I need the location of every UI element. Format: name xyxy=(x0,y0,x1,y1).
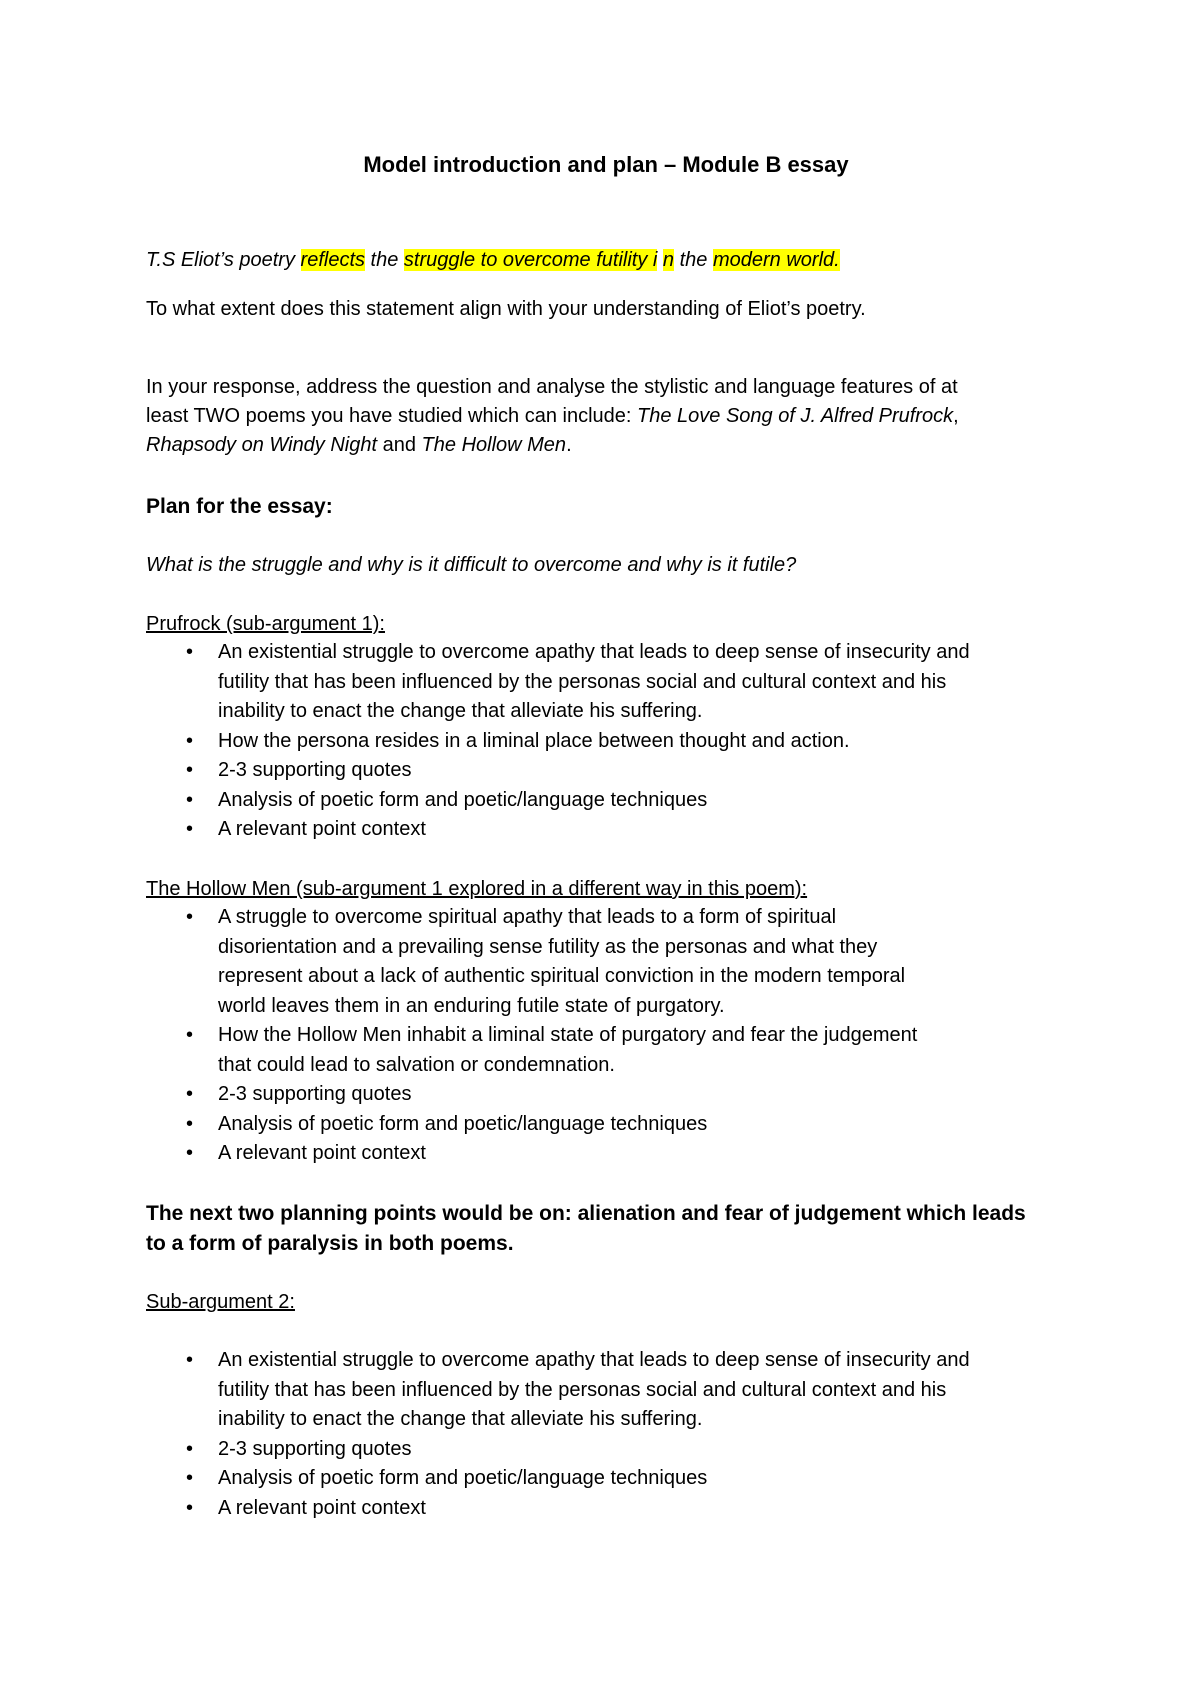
bullet-list-prufrock xyxy=(146,638,970,845)
list-item: • 2-3 supporting quotes xyxy=(146,1435,970,1465)
bullet-icon: • xyxy=(186,641,194,663)
list-item: that could lead to salvation or condemnation. xyxy=(218,1053,615,1076)
next-points-line2: to a form of paralysis in both poems. xyxy=(146,1232,514,1255)
response-line1: In your response, address the question and analyse the stylistic and language features of at xyxy=(146,376,958,398)
response-line3: Rhapsody on Windy Night and The Hollow Men. xyxy=(146,434,572,456)
bullet-icon: • xyxy=(186,788,194,811)
list-item: futility that has been influenced by the personas social and cultural context and his xyxy=(218,670,947,693)
list-item: • How the persona resides in a liminal place between thought and action. xyxy=(146,727,970,757)
bullet-icon: • xyxy=(186,1083,194,1105)
next-points-line1: The next two planning points would be on: alienation and fear of judgement which leads xyxy=(146,1202,1026,1225)
list-item: • A relevant point context xyxy=(146,1139,917,1169)
poem-title-rhapsody: Rhapsody on Windy Night xyxy=(146,434,378,456)
bullet-icon: • xyxy=(186,906,194,928)
highlight-n: n xyxy=(662,249,675,271)
bullet-icon: • xyxy=(186,1024,194,1046)
list-item: futility that has been influenced by the personas social and cultural context and his xyxy=(218,1378,947,1401)
list-item: • 2-3 supporting quotes xyxy=(146,756,970,786)
section-heading-hollow-men: The Hollow Men (sub-argument 1 explored in a different way in this poem): xyxy=(146,878,808,900)
list-item: • 2-3 supporting quotes xyxy=(146,1080,917,1110)
list-item: inability to enact the change that alleviate his suffering. xyxy=(218,1408,703,1430)
bullet-list-sub-argument-2 xyxy=(146,1346,970,1523)
bullet-icon: • xyxy=(186,1112,194,1135)
list-item: inability to enact the change that alleviate his suffering. xyxy=(218,700,703,722)
list-item: • Analysis of poetic form and poetic/language techniques xyxy=(146,1464,970,1494)
response-line2: least TWO poems you have studied which can include: The Love Song of J. Alfred Prufrock, xyxy=(146,405,959,427)
bullet-icon: • xyxy=(186,1467,194,1489)
list-item: represent about a lack of authentic spiritual conviction in the modern temporal xyxy=(218,965,906,987)
list-item: • An existential struggle to overcome apathy that leads to deep sense of insecurity and xyxy=(146,1346,970,1376)
document-title: Model introduction and plan – Module B essay xyxy=(363,152,849,177)
bullet-icon: • xyxy=(186,1142,194,1164)
bullet-icon: • xyxy=(186,1437,194,1460)
bullet-icon: • xyxy=(186,759,194,781)
list-item: • A struggle to overcome spiritual apathy that leads to a form of spiritual xyxy=(146,903,917,933)
list-item: • Analysis of poetic form and poetic/language techniques xyxy=(146,1110,917,1140)
poem-title-hollow-men: The Hollow Men xyxy=(421,434,567,456)
plan-heading: Plan for the essay: xyxy=(146,495,333,518)
bullet-icon: • xyxy=(186,729,194,752)
bullet-icon: • xyxy=(186,1496,194,1519)
bullet-list-hollow-men xyxy=(146,903,917,1169)
list-item: • How the Hollow Men inhabit a liminal state of purgatory and fear the judgement xyxy=(146,1021,917,1051)
list-item: • A relevant point context xyxy=(146,1494,970,1524)
bullet-icon: • xyxy=(186,818,194,840)
section-heading-prufrock: Prufrock (sub-argument 1): xyxy=(146,613,385,635)
poem-title-prufrock: The Love Song of J. Alfred Prufrock xyxy=(637,405,954,427)
highlight-reflects: reflects xyxy=(300,249,365,271)
list-item: • A relevant point context xyxy=(146,815,970,845)
list-item: world leaves them in an enduring futile state of purgatory. xyxy=(218,994,725,1017)
plan-question: What is the struggle and why is it difficult to overcome and why is it futile? xyxy=(146,554,797,576)
list-item: • An existential struggle to overcome apathy that leads to deep sense of insecurity and xyxy=(146,638,970,668)
list-item: • Analysis of poetic form and poetic/language techniques xyxy=(146,786,970,816)
highlight-struggle: struggle to overcome futility i xyxy=(403,249,658,271)
section-heading-sub-argument-2: Sub-argument 2: xyxy=(146,1291,295,1313)
highlight-modern-world: modern world. xyxy=(712,249,840,271)
essay-question-line1: T.S Eliot’s poetry reflects the struggle to overcome futility i n the modern world. xyxy=(146,249,840,271)
essay-question-line2: To what extent does this statement align with your understanding of Eliot’s poetry. xyxy=(146,298,866,320)
list-item: disorientation and a prevailing sense futility as the personas and what they xyxy=(218,935,878,958)
bullet-icon: • xyxy=(186,1349,194,1371)
